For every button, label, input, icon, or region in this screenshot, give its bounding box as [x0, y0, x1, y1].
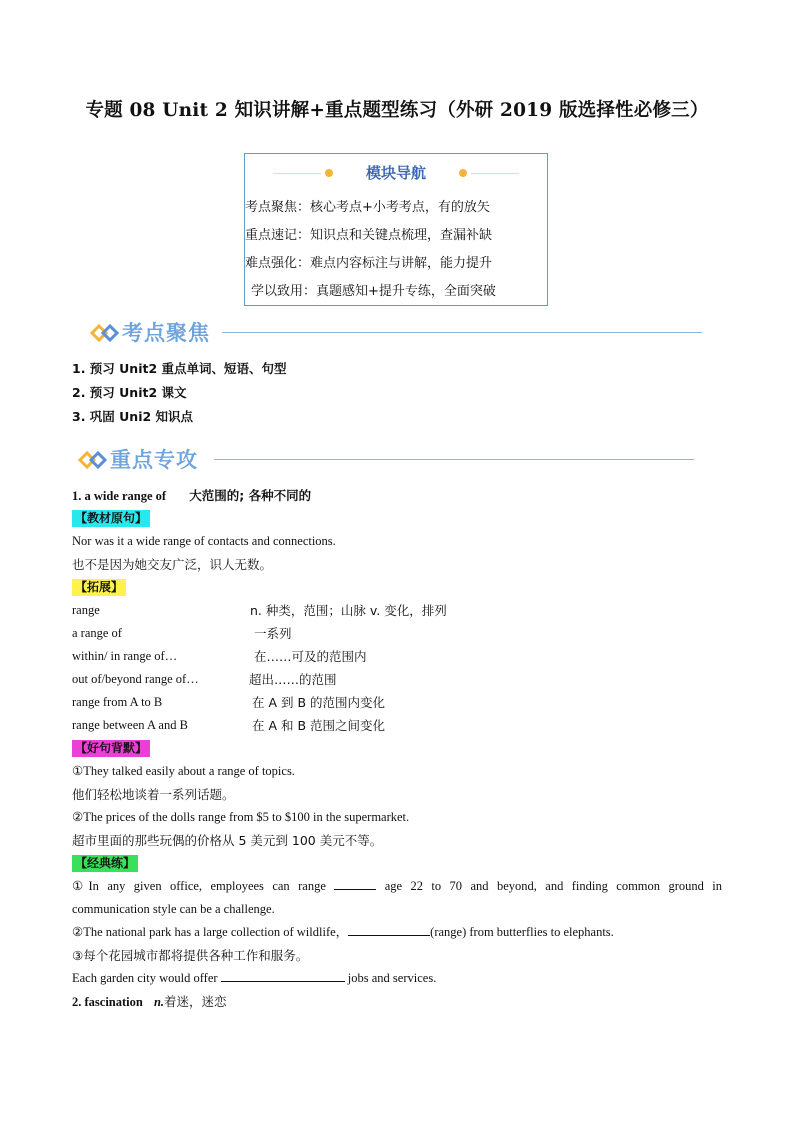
recite-sentence-en: ②The prices of the dolls range from $5 to $100 in the supermarket.	[72, 810, 410, 824]
page-title: 专题 08 Unit 2 知识讲解+重点题型练习（外研 2019 版选择性必修三）	[85, 100, 709, 121]
extend-en: a range of	[72, 626, 122, 640]
extend-cn: 在 A 到 B 的范围内变化	[252, 695, 386, 710]
tag-row	[72, 576, 722, 599]
section-focus-header	[90, 318, 702, 352]
nav-item: 考点聚焦：核心考点+小考考点，有的放矢	[245, 200, 490, 215]
source-sentence-cn: 也不是因为她交友广泛，识人无数。	[72, 557, 273, 572]
nav-title: 模块导航	[365, 164, 426, 182]
nav-header-right-line	[471, 173, 519, 174]
module-navigation-box	[244, 153, 548, 306]
item1-heading-en: 1. a wide range of	[72, 489, 167, 503]
extend-cn: n. 种类，范围；山脉 v. 变化，排列	[250, 603, 447, 618]
item1-heading	[72, 484, 722, 507]
recite-sentence-en: ①They talked easily about a range of topics.	[72, 764, 295, 778]
focus-item: 3. 巩固 Uni2 知识点	[72, 409, 194, 424]
extend-row	[72, 622, 722, 645]
practice-q1-part-b: age 22 to 70 and beyond, and finding common ground in	[384, 879, 723, 893]
tag-row	[72, 507, 722, 530]
practice-q2-part-a: ②The national park has a large collection of wildlife，	[72, 925, 349, 939]
nav-header-right-dot	[459, 169, 467, 177]
practice-q1-line2: communication style can be a challenge.	[72, 902, 275, 916]
practice-q1-line1	[72, 875, 722, 898]
item2-heading-en: 2. fascination	[72, 995, 143, 1009]
extend-cn: 在 A 和 B 范围之间变化	[252, 718, 386, 733]
answer-blank[interactable]	[334, 877, 376, 890]
item2-heading-pos: n.	[153, 995, 165, 1009]
source-sentence-en: Nor was it a wide range of contacts and connections.	[72, 534, 336, 548]
nav-item: 学以致用：真题感知+提升专练，全面突破	[251, 284, 496, 299]
answer-blank[interactable]	[221, 969, 345, 982]
item2-heading	[72, 990, 722, 1013]
nav-item: 重点速记：知识点和关键点梳理，查漏补缺	[245, 228, 493, 243]
answer-blank[interactable]	[348, 923, 430, 936]
extend-row	[72, 714, 722, 737]
extend-en: out of/beyond range of…	[72, 672, 199, 686]
practice-q3-cn: ③每个花园城市都将提供各种工作和服务。	[72, 948, 309, 963]
section-key-header	[78, 445, 694, 479]
focus-item: 2. 预习 Unit2 课文	[72, 385, 187, 400]
extend-en: range between A and B	[72, 718, 188, 732]
extend-row	[72, 645, 722, 668]
extend-row	[72, 599, 722, 622]
nav-header	[245, 162, 547, 184]
section-focus-rule	[222, 332, 702, 333]
practice-q1-part-a: ①In any given office, employees can range	[72, 879, 326, 893]
section-key-title: 重点专攻	[110, 448, 198, 472]
tag-row	[72, 852, 722, 875]
extend-row	[72, 668, 722, 691]
tag-extend: 【拓展】	[72, 579, 126, 596]
nav-item: 难点强化：难点内容标注与讲解，能力提升	[245, 256, 493, 271]
tag-good-sentences: 【好句背默】	[72, 740, 150, 757]
practice-q2-part-b: (range) from butterflies to elephants.	[430, 925, 614, 939]
practice-q2	[72, 921, 722, 944]
section-focus-title: 考点聚焦	[122, 321, 210, 345]
practice-q3-part-b: jobs and services.	[347, 971, 437, 985]
practice-q3	[72, 967, 722, 990]
practice-q3-part-a: Each garden city would offer	[72, 971, 218, 985]
nav-items	[245, 194, 547, 306]
extend-cn: 在……可及的范围内	[254, 649, 367, 664]
focus-item: 1. 预习 Unit2 重点单词、短语、句型	[72, 361, 287, 376]
content-body	[72, 484, 722, 1013]
recite-sentence-cn: 超市里面的那些玩偶的价格从 5 美元到 100 美元不等。	[72, 833, 383, 848]
section-key-rule	[214, 459, 694, 460]
extend-row	[72, 691, 722, 714]
tag-textbook-source: 【教材原句】	[72, 510, 150, 527]
focus-list	[72, 358, 287, 430]
tag-row	[72, 737, 722, 760]
extend-cn: 一系列	[254, 626, 292, 641]
extend-en: range from A to B	[72, 695, 163, 709]
extend-cn: 超出……的范围	[249, 672, 337, 687]
item2-heading-cn: 着迷，迷恋	[164, 994, 227, 1009]
extend-en: within/ in range of…	[72, 649, 178, 663]
double-diamond-icon	[78, 449, 108, 471]
recite-sentence-cn: 他们轻松地谈着一系列话题。	[72, 787, 235, 802]
double-diamond-icon	[90, 322, 120, 344]
extend-en: range	[72, 603, 100, 617]
item1-heading-cn: 大范围的; 各种不同的	[189, 488, 312, 503]
tag-practice: 【经典练】	[72, 855, 138, 872]
